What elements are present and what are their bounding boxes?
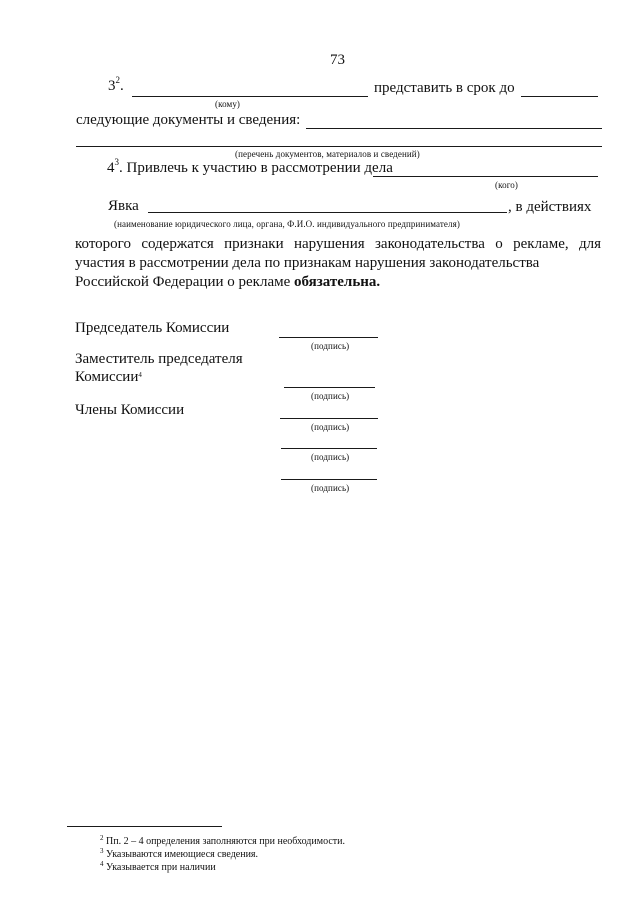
paragraph-line-2: участия в рассмотрении дела по признакам нарушения законодательства	[75, 255, 540, 271]
footnote-2-text: Указываются имеющиеся сведения.	[106, 849, 259, 860]
members-label: Члены Комиссии	[75, 402, 185, 418]
page-number: 73	[330, 52, 345, 68]
item3-whom-line[interactable]	[132, 96, 368, 97]
deputy-footnote-mark: 4	[138, 371, 142, 379]
item4-text	[107, 157, 393, 177]
item3-deadline-line[interactable]	[521, 96, 598, 97]
item3-footnote-mark: 2	[115, 75, 120, 85]
item3-dot: .	[120, 78, 124, 94]
member-signature-line-2[interactable]	[281, 448, 377, 449]
item3-number-digit: 3	[108, 78, 116, 94]
footnote-1-mark: 2	[100, 834, 104, 842]
appearance-paragraph	[75, 235, 601, 292]
appearance-name-line[interactable]	[148, 212, 507, 213]
item3-docs-line-1[interactable]	[306, 128, 602, 129]
member-signature-caption-1: (подпись)	[311, 422, 350, 432]
appearance-suffix: , в действиях	[508, 199, 592, 215]
item4-number-digit: 4	[107, 160, 115, 176]
item4-whom-line[interactable]	[373, 176, 598, 177]
deputy-signature-line[interactable]	[284, 387, 375, 388]
deputy-signature-caption: (подпись)	[311, 391, 350, 401]
member-signature-caption-2: (подпись)	[311, 452, 350, 462]
deputy-label-line-2: Комиссии	[75, 369, 139, 385]
paragraph-line-3-text: Российской Федерации о рекламе	[75, 274, 291, 290]
member-signature-caption-3: (подпись)	[311, 483, 350, 493]
item3-docs-line-2[interactable]	[76, 146, 602, 147]
footnote-2-mark: 3	[100, 847, 104, 855]
appearance-label: Явка	[108, 198, 139, 214]
chairman-signature-line[interactable]	[279, 337, 378, 338]
footnote-1	[100, 836, 345, 847]
deputy-label	[75, 350, 243, 386]
paragraph-bold-word: обязательна.	[294, 274, 381, 290]
item3-deadline-text: представить в срок до	[374, 80, 515, 96]
item3-docs-text: следующие документы и сведения:	[76, 112, 301, 128]
chairman-label: Председатель Комиссии	[75, 320, 230, 336]
footnote-3-mark: 4	[100, 860, 104, 868]
deputy-label-line-1: Заместитель председателя	[75, 351, 243, 367]
item3-docs-caption: (перечень документов, материалов и сведений)	[235, 149, 420, 159]
item4-text-body: . Привлечь к участию в рассмотрении дела	[119, 160, 393, 176]
footnote-3-text: Указывается при наличии	[106, 862, 216, 873]
paragraph-line-3	[75, 273, 601, 292]
item4-footnote-mark: 3	[114, 157, 119, 167]
footnote-1-text: Пп. 2 – 4 определения заполняются при необходимости.	[106, 836, 345, 847]
item3-whom-caption: (кому)	[215, 99, 241, 109]
member-signature-line-3[interactable]	[281, 479, 377, 480]
item3-number	[108, 75, 124, 95]
member-signature-line-1[interactable]	[280, 418, 378, 419]
paragraph-line-1: которого содержатся признаки нарушения законодательства о рекламе, для	[75, 236, 601, 252]
footnote-separator	[67, 826, 222, 827]
chairman-signature-caption: (подпись)	[311, 341, 350, 351]
item4-whom-caption: (кого)	[495, 180, 518, 190]
footnote-2	[100, 849, 258, 860]
footnote-3	[100, 862, 216, 873]
appearance-name-caption: (наименование юридического лица, органа, Ф.И.О. индивидуального предпринимателя)	[114, 219, 460, 229]
